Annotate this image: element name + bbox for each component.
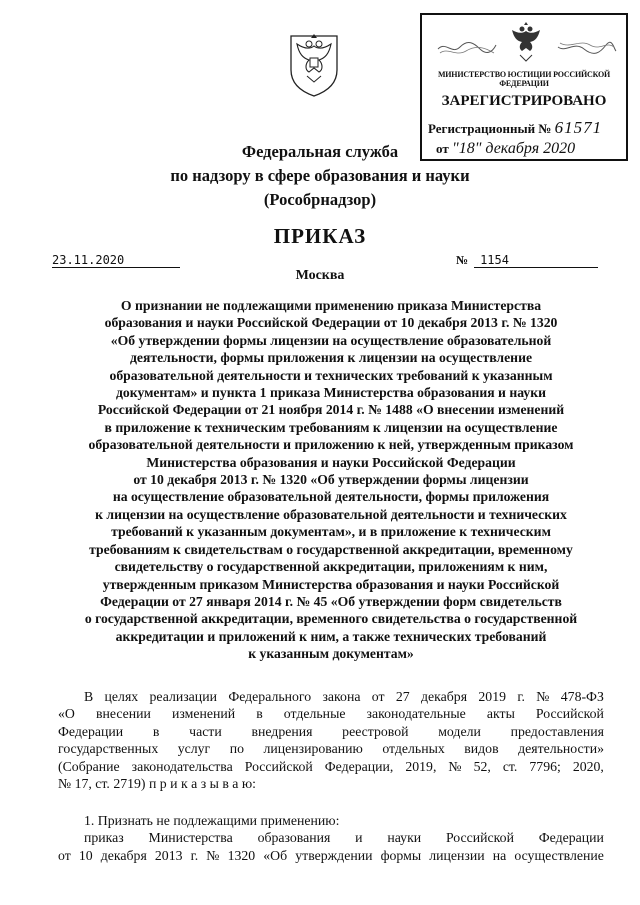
registration-stamp [420,13,628,161]
number-symbol: № [456,253,469,267]
body-line: В целях реализации Федерального закона от 27 декабря 2019 г. № 478-ФЗ [84,689,604,704]
heading-line: о государственной аккредитации, временного свидетельства о государственной [84,611,578,627]
body-line: 1. Признать не подлежащими применению: [84,813,340,828]
order-date: 23.11.2020 [52,253,180,268]
heading-line: деятельности, формы приложения к лицензии на осуществление [129,350,533,366]
heading-line: Российской Федерации от 21 ноября 2014 г. № 1488 «О внесении изменений [97,402,565,418]
heading-line: требованиям к свидетельствам о государственной аккредитации, временному [89,541,573,557]
heading-line: О признании не подлежащими применению приказа Министерства [120,298,542,313]
stamp-decoration [556,37,618,59]
document-type: ПРИКАЗ [273,224,367,248]
heading-line: документам» и пункта 1 приказа Министерства образования и науки [115,385,547,401]
heading-line: Министерства образования и науки Российской Федерации [146,454,516,470]
heading-line: от 10 декабря 2013 г. № 1320 «Об утверждении формы лицензии [133,472,529,488]
heading-line: аккредитации и приложений к ним, а также технических требований [115,628,547,644]
stamp-number [428,118,602,138]
body-line: государственных услуг по лицензированию отдельных видов деятельности» [58,741,604,757]
body-line: Федерации в части внедрения реестровой модели предоставления [58,723,604,739]
stamp-date-value: "18" декабря 2020 [451,140,576,157]
heading-line: к лицензии на осуществление образовательной деятельности и технических [95,506,567,522]
body-line: от 10 декабря 2013 г. № 1320 «Об утверждении формы лицензии на осуществление [58,847,604,863]
order-number-value: 1154 [474,253,598,268]
stamp-date-prefix: от [436,141,449,156]
body-line: № 17, ст. 2719) п р и к а з ы в а ю: [58,775,256,791]
heading-line: к указанным документам» [248,646,414,662]
stamp-number-value: 61571 [554,118,603,137]
heading-line: образовательной деятельности и технических требований к указанным [109,367,553,383]
heading-line: утвержденным приказом Министерства образования и науки Российской [102,576,560,592]
stamp-decoration [436,37,498,59]
order-city: Москва [295,268,345,283]
organization-line: Федеральная служба [241,142,399,161]
stamp-number-label: Регистрационный № [428,121,552,136]
heading-line: свидетельству о государственной аккредитации, приложениям к ним, [114,559,548,575]
preamble-paragraph [58,688,604,792]
state-emblem-icon [285,28,343,98]
heading-line: «Об утверждении формы лицензии на осуществление образовательной [110,332,552,348]
heading-line: образования и науки Российской Федерации от 10 декабря 2013 г. № 1320 [104,315,558,331]
heading-line: на осуществление образовательной деятельности, формы приложения [112,489,550,505]
heading-line: требований к указанным документам», и в приложение к техническим [111,524,551,540]
organization-line: (Рособрнадзор) [263,190,377,209]
order-heading [58,297,604,663]
heading-line: Федерации от 27 января 2014 г. № 45 «Об утверждении форм свидетельств [100,593,562,609]
organization-name [0,140,640,212]
order-number [456,253,598,268]
organization-line: по надзору в сфере образования и науки [170,166,470,185]
stamp-emblem-icon [507,21,545,65]
stamp-ministry: МИНИСТЕРСТВО ЮСТИЦИИ РОССИЙСКОЙ ФЕДЕРАЦИИ [437,70,611,88]
body-line: «О внесении изменений в отдельные законодательные акты Российской [58,706,604,722]
order-item-1 [58,812,604,864]
body-line: (Собрание законодательства Российской Федерации, 2019, № 52, ст. 7796; 2020, [58,758,604,774]
heading-line: в приложение к техническим требованиям к лицензии на осуществление [104,419,558,435]
stamp-status: ЗАРЕГИСТРИРОВАНО [441,93,607,109]
heading-line: образовательной деятельности и приложению к ней, утвержденным приказом [88,437,574,453]
body-line: приказ Министерства образования и науки Российской Федерации [84,830,604,846]
